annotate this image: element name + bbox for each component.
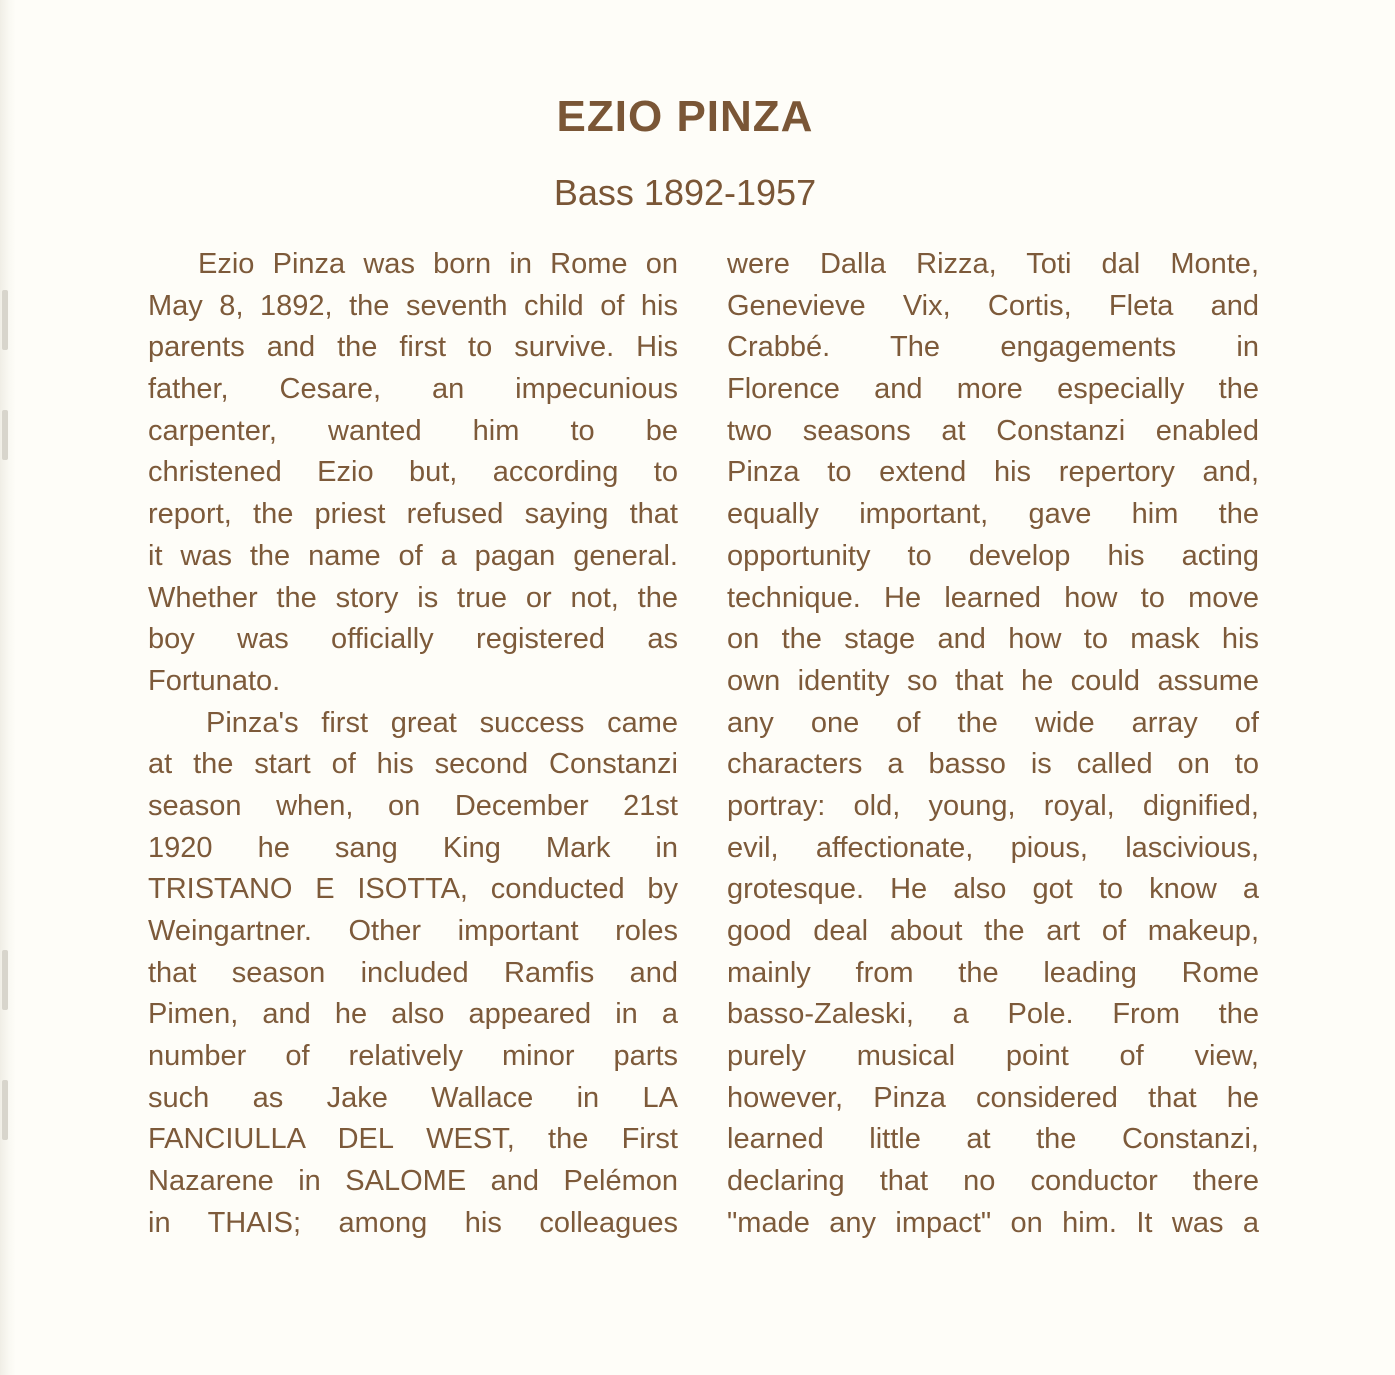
- text-line: purely musical point of view,: [727, 1040, 1259, 1073]
- binding-mark: [2, 410, 8, 460]
- text-line: at the start of his second Constanzi: [148, 748, 678, 781]
- text-line: 1920 he sang King Mark in: [148, 831, 678, 864]
- text-line: carpenter, wanted him to be: [148, 414, 678, 447]
- text-line: opportunity to develop his acting: [727, 539, 1259, 572]
- text-line: it was the name of a pagan general.: [148, 539, 678, 572]
- text-line: Crabbé. The engagements in: [727, 331, 1259, 364]
- text-line: Whether the story is true or not, the: [148, 581, 678, 614]
- text-line: were Dalla Rizza, Toti dal Monte,: [727, 248, 1259, 280]
- text-line: on the stage and how to mask his: [727, 623, 1259, 656]
- text-line: Pinza's first great success came: [206, 706, 678, 739]
- text-line: mainly from the leading Rome: [727, 956, 1259, 989]
- text-line: FANCIULLA DEL WEST, the First: [148, 1123, 678, 1156]
- text-line: learned little at the Constanzi,: [727, 1123, 1259, 1156]
- text-line: TRISTANO E ISOTTA, conducted by: [148, 873, 678, 906]
- text-line: characters a basso is called on to: [727, 748, 1259, 781]
- text-line: Weingartner. Other important roles: [148, 915, 678, 947]
- text-line: however, Pinza considered that he: [727, 1081, 1259, 1114]
- text-line: that season included Ramfis and: [148, 956, 678, 989]
- text-line: evil, affectionate, pious, lascivious,: [727, 831, 1259, 864]
- text-line: Fortunato.: [148, 664, 281, 697]
- binding-mark: [2, 950, 8, 1010]
- page-title: EZIO PINZA: [556, 92, 814, 141]
- text-line: parents and the first to survive. His: [148, 331, 678, 364]
- text-line: report, the priest refused saying that: [148, 498, 678, 531]
- text-line: portray: old, young, royal, dignified,: [727, 789, 1259, 822]
- text-line: in THAIS; among his colleagues: [148, 1206, 678, 1239]
- text-line: equally important, gave him the: [727, 498, 1259, 531]
- text-line: Ezio Pinza was born in Rome on: [198, 248, 678, 280]
- text-line: Pimen, and he also appeared in a: [148, 998, 678, 1031]
- text-line: such as Jake Wallace in LA: [148, 1081, 678, 1114]
- text-line: good deal about the art of makeup,: [727, 915, 1259, 947]
- right-column: [727, 244, 1259, 1245]
- text-line: Genevieve Vix, Cortis, Fleta and: [727, 289, 1259, 322]
- text-line: basso-Zaleski, a Pole. From the: [727, 998, 1259, 1031]
- text-line: own identity so that he could assume: [727, 664, 1259, 697]
- text-line: technique. He learned how to move: [727, 581, 1259, 614]
- text-line: number of relatively minor parts: [148, 1040, 678, 1073]
- text-line: boy was officially registered as: [148, 623, 678, 656]
- text-line: May 8, 1892, the seventh child of his: [148, 289, 678, 322]
- text-line: Pinza to extend his repertory and,: [727, 456, 1259, 489]
- text-line: declaring that no conductor there: [727, 1165, 1259, 1198]
- text-line: any one of the wide array of: [727, 706, 1259, 739]
- text-line: father, Cesare, an impecunious: [148, 373, 678, 406]
- binding-mark: [2, 1080, 8, 1140]
- text-line: "made any impact" on him. It was a: [727, 1206, 1259, 1239]
- text-line: season when, on December 21st: [148, 789, 678, 822]
- text-line: christened Ezio but, according to: [148, 456, 678, 489]
- text-line: Nazarene in SALOME and Pelémon: [148, 1165, 678, 1198]
- text-line: Florence and more especially the: [727, 373, 1259, 406]
- text-line: two seasons at Constanzi enabled: [727, 414, 1259, 447]
- text-line: grotesque. He also got to know a: [727, 873, 1259, 906]
- left-column: [148, 244, 678, 1245]
- binding-mark: [2, 290, 8, 350]
- page-subtitle: Bass 1892-1957: [553, 172, 817, 213]
